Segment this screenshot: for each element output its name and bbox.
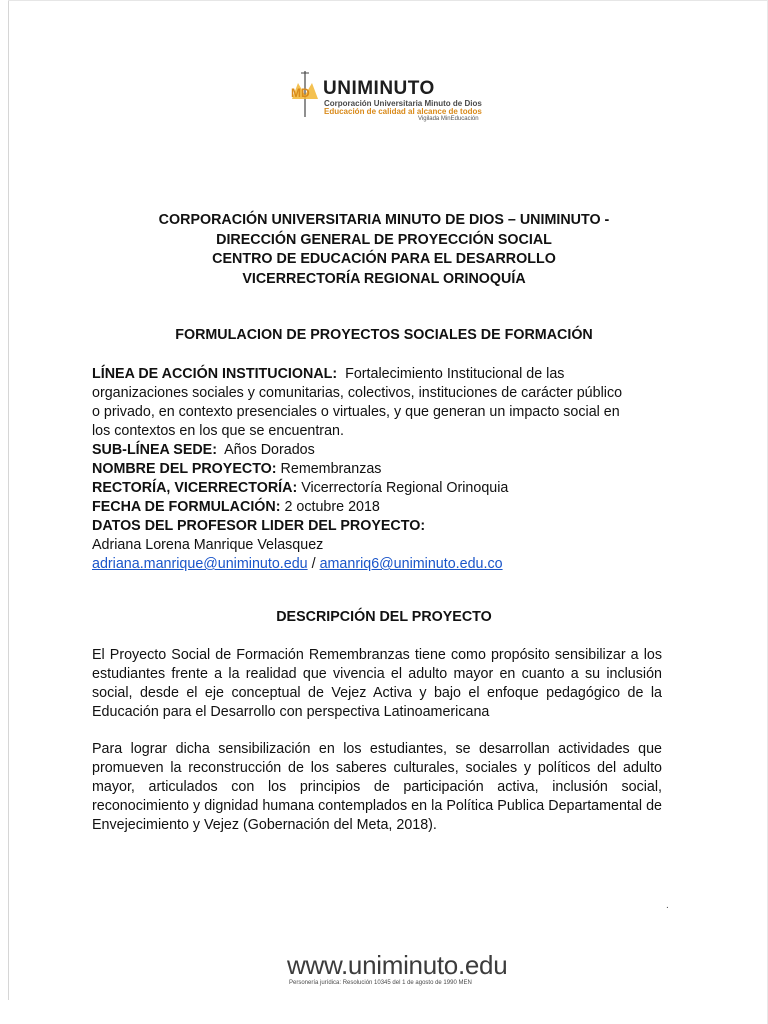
fecha-label: FECHA DE FORMULACIÓN: [92,499,281,515]
institution-line: CENTRO DE EDUCACIÓN PARA EL DESARROLLO [212,251,556,267]
email-link-2[interactable]: amanriq6@uniminuto.edu.co [319,556,503,572]
description-paragraph-1 [92,646,662,722]
logo-mark-text: MD [291,86,310,100]
paragraph-line: inclusión social, desde el eje conceptual de Vejez Activa y bajo el enfoque pedagógico [92,666,662,701]
paragraph-line: reconocimiento y dignidad humana contemplados en la Política Publica [92,798,545,814]
uniminuto-logo [289,69,489,121]
logo-tagline-3: Vigilada MinEducación [418,116,479,122]
paragraph-line: mayor, articulados con los principios de participación activa, inclusión social, [92,779,662,795]
institution-heading [0,211,768,289]
page-left-edge [0,0,9,1000]
nombre-label: NOMBRE DEL PROYECTO: [92,461,277,477]
institution-line: DIRECCIÓN GENERAL DE PROYECCIÓN SOCIAL [216,231,552,248]
profesor-name: Adriana Lorena Manrique Velasquez [92,537,324,553]
fecha-value: 2 octubre 2018 [284,499,380,515]
linea-accion-label: LÍNEA DE ACCIÓN INSTITUCIONAL: [92,366,338,382]
institution-line: CORPORACIÓN UNIVERSITARIA MINUTO DE DIOS – UNIMINUTO - [158,212,610,228]
logo-tagline-1: Corporación Universitaria Minuto de Dios [324,99,482,108]
linea-accion-line: organizaciones sociales y comunitarias, colectivos, instituciones de carácter público [92,385,623,401]
page-top-edge [8,0,768,1]
logo-tagline-2: Educación de calidad al alcance de todos [324,107,482,116]
linea-accion-first-line: Fortalecimiento Institucional de las [345,366,565,382]
paragraph-line: Departamental de Envejecimiento y Vejez (Gobernación del Meta, 2018). [92,798,662,833]
sub-linea-label: SUB-LÍNEA SEDE: [92,442,217,458]
paragraph-line: Para lograr dicha sensibilización en los estudiantes, se desarrollan actividades que [92,741,662,757]
rectoria-value: Vicerrectoría Regional Orinoquia [301,480,509,496]
logo-brand: UNIMINUTO [323,78,435,99]
institution-line: VICERRECTORÍA REGIONAL ORINOQUÍA [242,270,526,287]
description-paragraph-2 [92,740,662,835]
linea-accion-row [92,365,672,384]
email-separator: / [311,556,316,572]
paragraph-line: de la Educación para el Desarrollo con perspectiva Latinoamericana [92,685,662,720]
paragraph-line: promueven la reconstrucción de los saberes culturales, sociales y políticos del adulto [92,760,662,776]
uniminuto-emblem-icon [289,69,321,119]
linea-accion-line: los contextos en los que se encuentran. [92,423,344,439]
nombre-row [92,460,672,479]
email-row [92,555,672,574]
descripcion-title: DESCRIPCIÓN DEL PROYECTO [276,609,492,625]
stray-mark: . [666,900,669,911]
sub-linea-value: Años Dorados [224,442,315,458]
rectoria-row [92,479,672,498]
email-link-1[interactable]: adriana.manrique@uniminuto.edu [92,556,308,572]
sub-linea-row [92,441,672,460]
project-info [92,365,672,574]
footer-url: www.uniminuto.edu [287,950,508,980]
form-title: FORMULACION DE PROYECTOS SOCIALES DE FORMACIÓN [175,327,593,343]
datos-profesor-label: DATOS DEL PROFESOR LIDER DEL PROYECTO: [92,518,426,534]
linea-accion-line: o privado, en contexto presenciales o virtuales, y que generan un impacto social en [92,404,620,420]
paragraph-line: los estudiantes frente a la realidad que vivencia el adulto mayor en cuanto a su [92,647,662,682]
fecha-row [92,498,672,517]
paragraph-line: El Proyecto Social de Formación Remembranzas tiene como propósito sensibilizar a [92,647,639,663]
nombre-value: Remembranzas [280,461,382,477]
rectoria-label: RECTORÍA, VICERRECTORÍA: [92,480,298,496]
footer-legal: Personería jurídica: Resolución 10345 del 1 de agosto de 1990 MEN [289,980,472,986]
